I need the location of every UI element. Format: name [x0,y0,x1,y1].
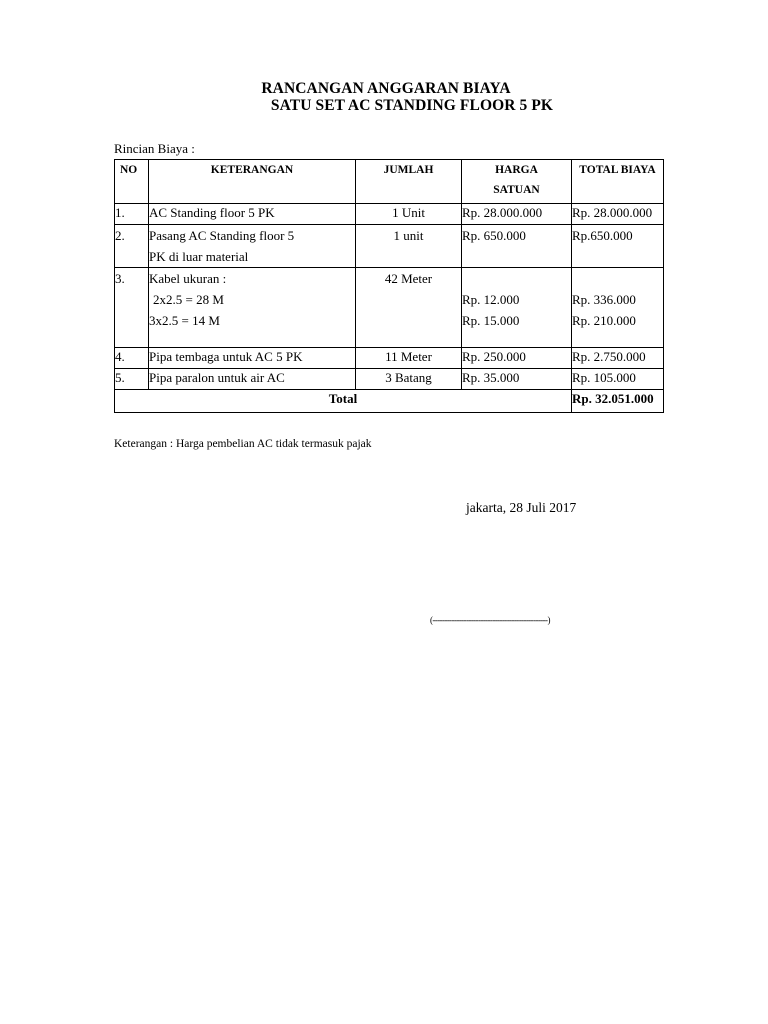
row-total: Rp. 105.000 [572,369,664,390]
header-harga-line2: SATUAN [493,184,540,196]
row-keterangan: Pipa paralon untuk air AC [149,369,356,390]
budget-table [114,159,664,413]
row-jumlah: 11 Meter [356,348,462,369]
footnote: Keterangan : Harga pembelian AC tidak termasuk pajak [114,438,372,450]
table-total-row [115,390,664,413]
table-row [115,225,664,268]
row-no: 1. [115,204,149,225]
table-row [115,268,664,348]
header-harga-satuan [462,160,572,204]
header-no: NO [115,160,149,204]
row-total: Rp. 2.750.000 [572,348,664,369]
header-harga-line1: HARGA [495,164,538,176]
section-label: Rincian Biaya : [114,141,195,156]
row-keterangan-sub2: 3x2.5 = 14 M [149,313,220,328]
row-no: 3. [115,268,149,348]
row-harga-2: Rp. 15.000 [462,313,520,328]
total-value: Rp. 32.051.000 [572,390,664,413]
table-row [115,348,664,369]
header-jumlah: JUMLAH [356,160,462,204]
document-title: RANCANGAN ANGGARAN BIAYA [261,80,511,97]
place-date: jakarta, 28 Juli 2017 [466,500,577,515]
row-harga: Rp. 28.000.000 [462,204,572,225]
row-total-1: Rp. 336.000 [572,292,636,307]
row-harga: Rp. 250.000 [462,348,572,369]
row-total [572,268,664,348]
row-harga: Rp. 650.000 [462,225,572,268]
row-keterangan-line1: Pasang AC Standing floor 5 [149,228,295,243]
row-total: Rp. 28.000.000 [572,204,664,225]
row-harga-1: Rp. 12.000 [462,292,520,307]
total-label: Total [115,390,572,413]
signature-line: (------------------------------------------------) [430,615,550,625]
row-keterangan: Pipa tembaga untuk AC 5 PK [149,348,356,369]
row-total-2: Rp. 210.000 [572,313,636,328]
header-total: TOTAL BIAYA [572,160,664,204]
row-harga: Rp. 35.000 [462,369,572,390]
table-header-row [115,160,664,204]
table-row [115,369,664,390]
row-keterangan [149,225,356,268]
row-harga [462,268,572,348]
row-no: 4. [115,348,149,369]
row-keterangan-main: Kabel ukuran : [149,271,227,286]
row-no: 2. [115,225,149,268]
document-subtitle: SATU SET AC STANDING FLOOR 5 PK [270,97,554,114]
row-jumlah: 42 Meter [356,268,462,348]
row-keterangan-sub1: 2x2.5 = 28 M [153,292,224,307]
row-jumlah: 1 unit [356,225,462,268]
header-keterangan: KETERANGAN [149,160,356,204]
row-keterangan [149,268,356,348]
row-jumlah: 1 Unit [356,204,462,225]
row-total: Rp.650.000 [572,225,664,268]
row-keterangan-line2: PK di luar material [149,249,249,264]
row-keterangan: AC Standing floor 5 PK [149,204,356,225]
table-row [115,204,664,225]
row-jumlah: 3 Batang [356,369,462,390]
row-no: 5. [115,369,149,390]
